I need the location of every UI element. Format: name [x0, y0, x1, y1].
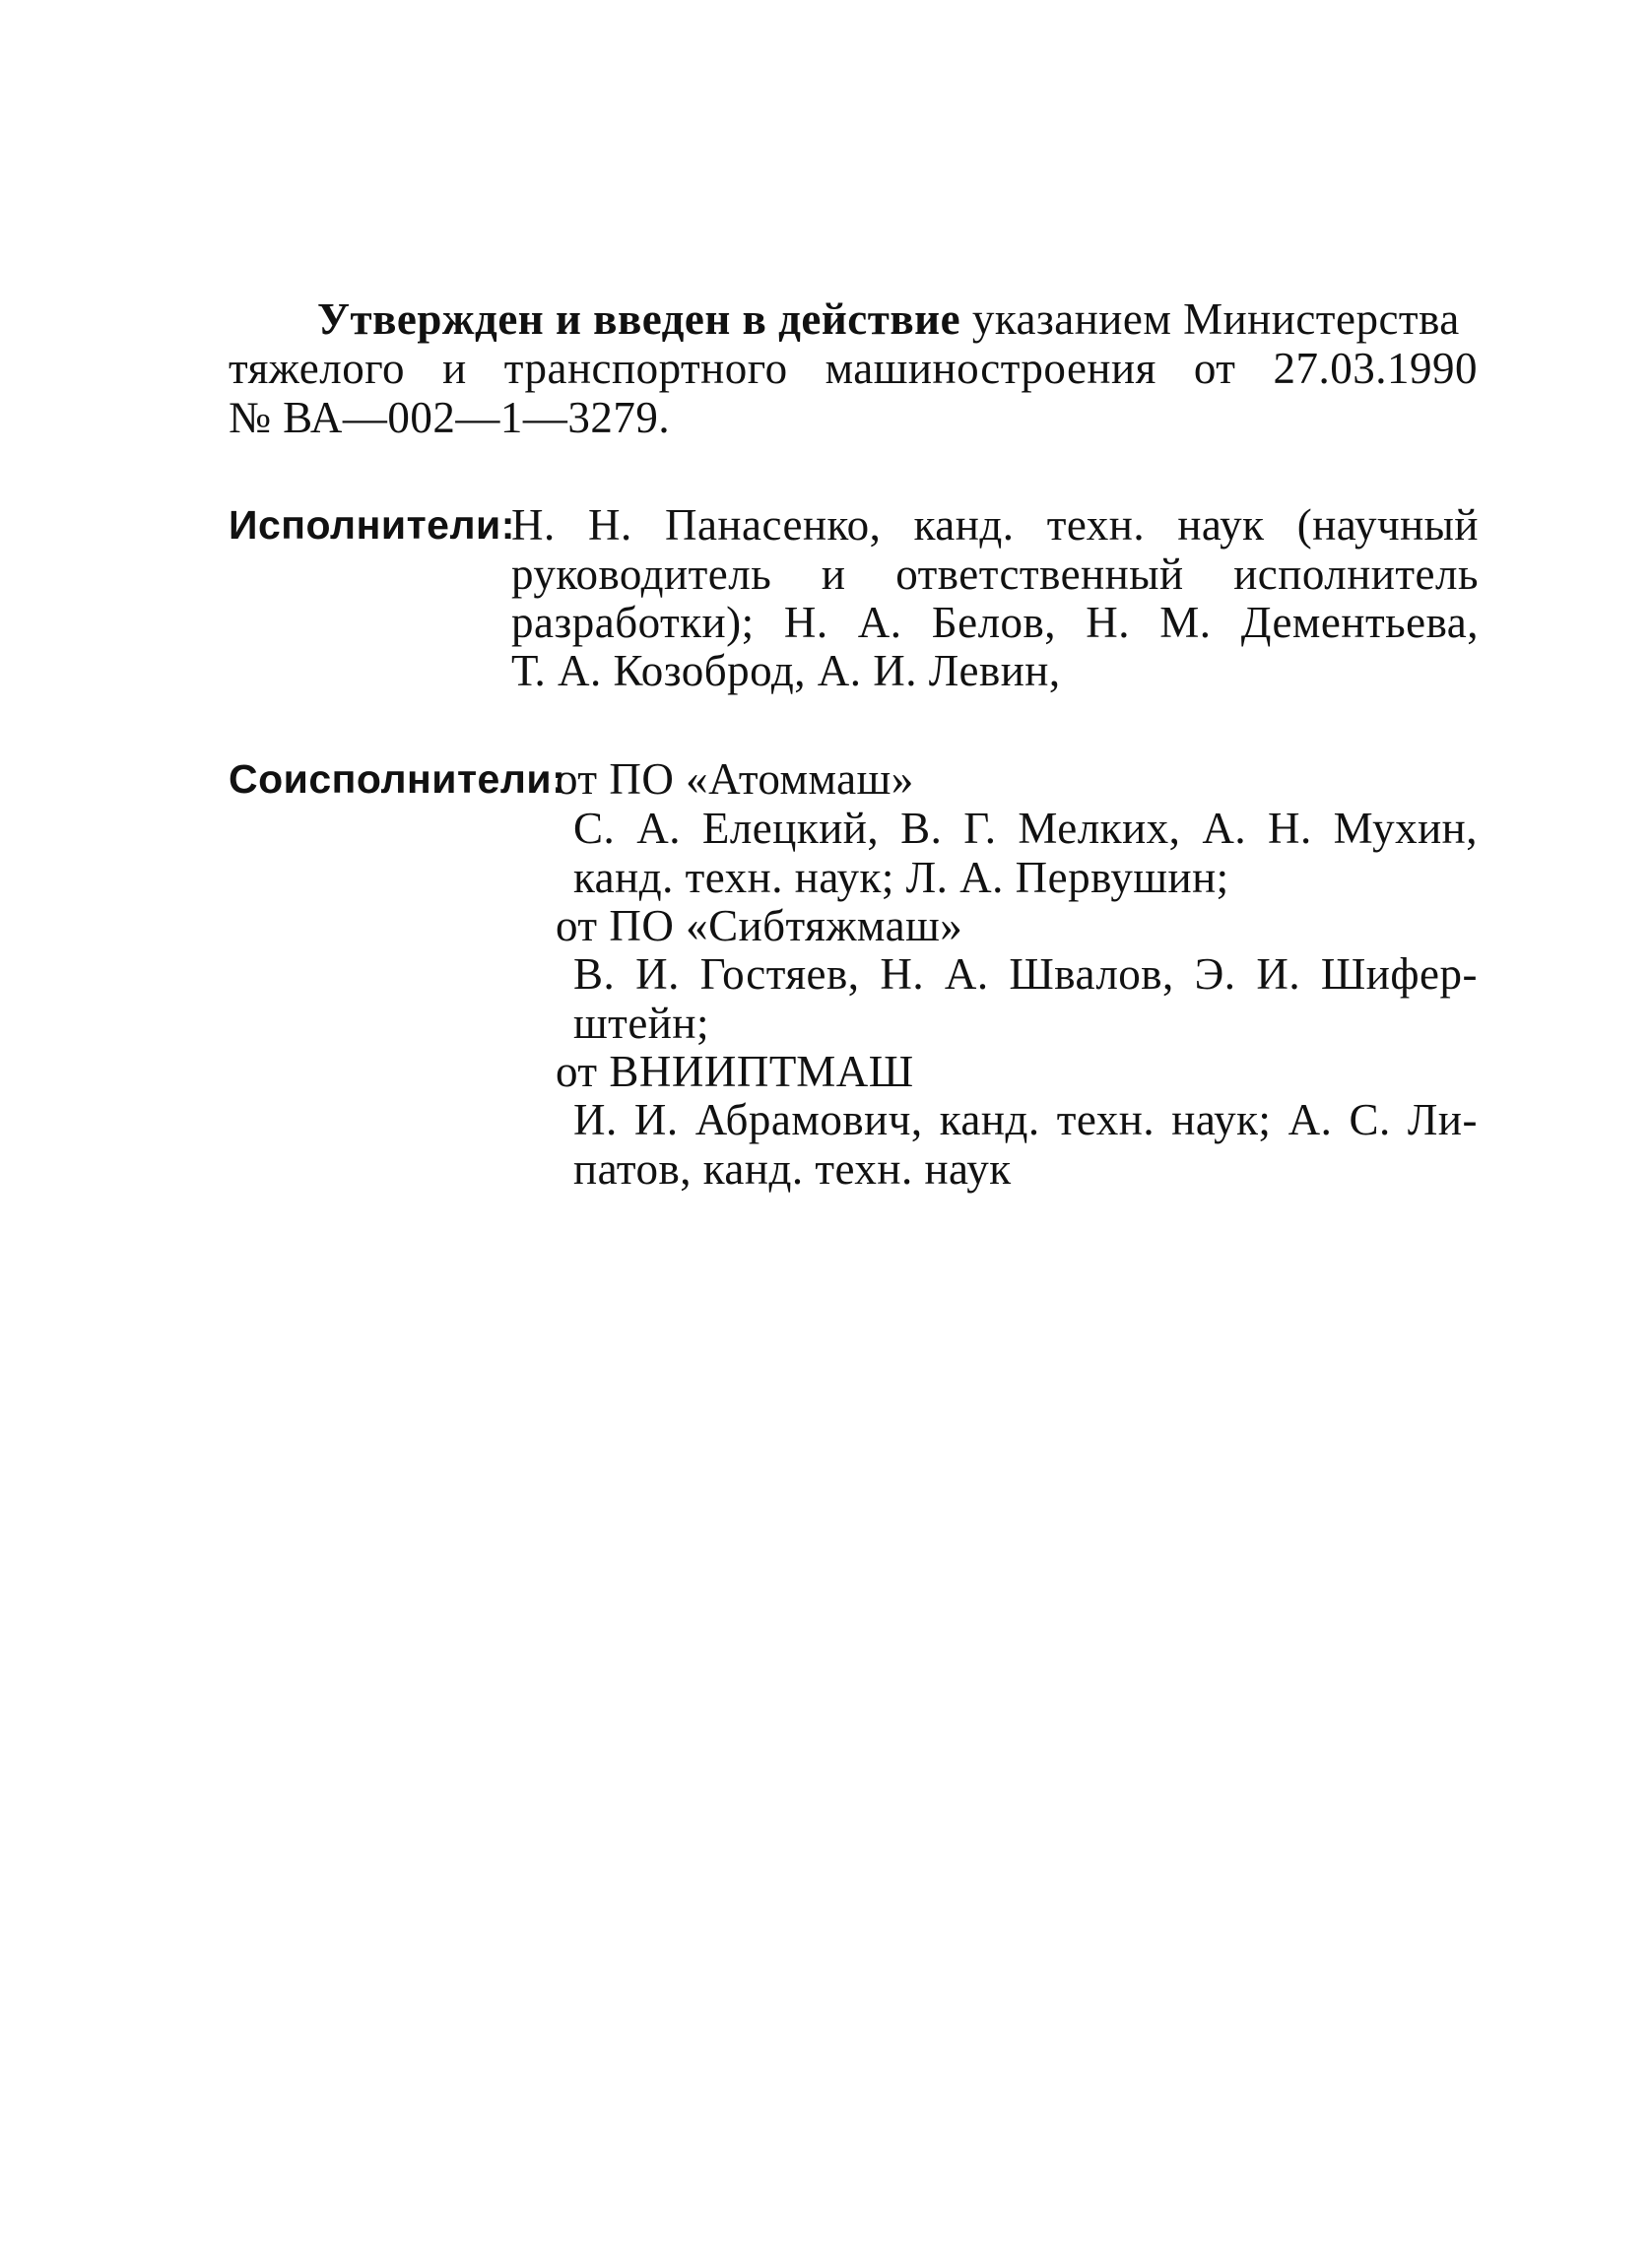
approval-lead: Утвержден и введен в действие — [317, 294, 961, 344]
coexecutors-line-6: от ВНИИПТМАШ — [556, 1047, 914, 1096]
executors-line-3: разработки); Н. А. Белов, Н. М. Дементьева, — [511, 598, 1479, 647]
approval-line-3: № ВА—002—1—3279. — [229, 393, 671, 442]
executors-label: Исполнители: — [229, 502, 515, 548]
coexecutors-line-7: И. И. Абрамович, канд. техн. наук; А. С. Ли- — [573, 1095, 1478, 1144]
approval-line-1-rest: указанием Министерства — [971, 294, 1460, 344]
coexecutors-first-line: от ПО «Атоммаш» — [556, 754, 914, 804]
coexecutors-label: Соисполнители: — [229, 756, 566, 802]
executors-line-1: Н. Н. Панасенко, канд. техн. наук (научный — [511, 500, 1479, 550]
coexecutors-line-5: штейн; — [573, 999, 709, 1048]
coexecutors-line-4: В. И. Гостяев, Н. А. Швалов, Э. И. Шифер- — [573, 949, 1478, 999]
approval-line-2: тяжелого и транспортного машиностроения от 27.03.1990 — [229, 344, 1478, 393]
executors-line-2: руководитель и ответственный исполнитель — [511, 550, 1479, 599]
coexecutors-line-1: С. А. Елецкий, В. Г. Мелких, А. Н. Мухин, — [573, 804, 1478, 853]
coexecutors-line-8: патов, канд. техн. наук — [573, 1144, 1012, 1194]
coexecutors-line-2: канд. техн. наук; Л. А. Первушин; — [573, 853, 1229, 902]
executors-line-4: Т. А. Козоброд, А. И. Левин, — [511, 646, 1061, 695]
coexecutors-line-3: от ПО «Сибтяжмаш» — [556, 901, 963, 950]
approval-line-1 — [317, 293, 1460, 345]
